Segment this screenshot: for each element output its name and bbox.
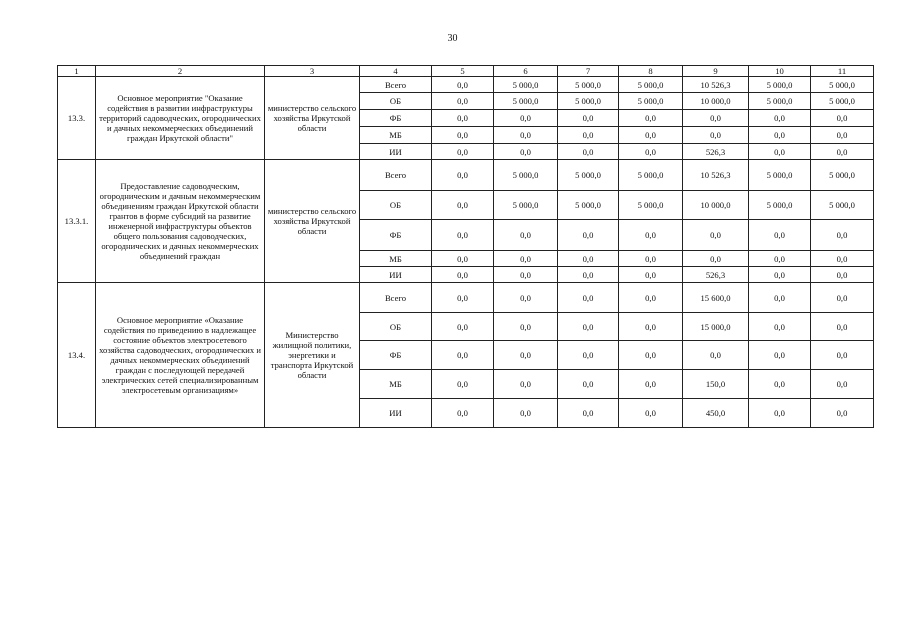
amount-cell: 0,0 (619, 313, 683, 341)
amount-cell: 0,0 (432, 93, 494, 110)
executor-name: министерство сельского хозяйства Иркутской области (265, 160, 360, 283)
amount-cell: 0,0 (683, 220, 749, 251)
amount-cell: 0,0 (494, 220, 558, 251)
amount-cell: 0,0 (494, 110, 558, 127)
amount-cell: 0,0 (558, 313, 619, 341)
amount-cell: 0,0 (619, 127, 683, 144)
amount-cell: 0,0 (749, 267, 811, 283)
amount-cell: 0,0 (811, 283, 874, 313)
funding-source: МБ (360, 251, 432, 267)
funding-source: ОБ (360, 313, 432, 341)
amount-cell: 526,3 (683, 144, 749, 160)
amount-cell: 0,0 (619, 267, 683, 283)
amount-cell: 5 000,0 (619, 160, 683, 191)
amount-cell: 5 000,0 (749, 191, 811, 220)
amount-cell: 0,0 (432, 191, 494, 220)
amount-cell: 0,0 (749, 127, 811, 144)
col-header: 11 (811, 66, 874, 77)
page-number: 30 (447, 33, 458, 44)
amount-cell: 15 000,0 (683, 313, 749, 341)
amount-cell: 5 000,0 (619, 77, 683, 93)
amount-cell: 0,0 (811, 313, 874, 341)
amount-cell: 5 000,0 (811, 77, 874, 93)
amount-cell: 0,0 (432, 127, 494, 144)
amount-cell: 0,0 (432, 283, 494, 313)
col-header: 7 (558, 66, 619, 77)
amount-cell: 0,0 (619, 144, 683, 160)
funding-source: Всего (360, 283, 432, 313)
amount-cell: 0,0 (811, 127, 874, 144)
amount-cell: 0,0 (683, 127, 749, 144)
amount-cell: 0,0 (811, 341, 874, 370)
amount-cell: 0,0 (619, 370, 683, 399)
amount-cell: 0,0 (749, 110, 811, 127)
amount-cell: 0,0 (432, 77, 494, 93)
amount-cell: 0,0 (619, 283, 683, 313)
item-name: Предоставление садоводческим, огородническим и дачным некоммерческим объединениям граждан Иркутской области грантов в форме субсидий на развитие инженерной инфраструктуры объектов общего пользования садоводческих, огороднических и дачных некоммерческих объединений граждан (96, 160, 265, 283)
item-number: 13.3.1. (58, 160, 96, 283)
amount-cell: 5 000,0 (558, 160, 619, 191)
amount-cell: 5 000,0 (619, 93, 683, 110)
amount-cell: 5 000,0 (811, 191, 874, 220)
amount-cell: 5 000,0 (494, 191, 558, 220)
amount-cell: 5 000,0 (619, 191, 683, 220)
amount-cell: 5 000,0 (494, 160, 558, 191)
amount-cell: 0,0 (811, 399, 874, 428)
amount-cell: 0,0 (558, 220, 619, 251)
amount-cell: 0,0 (749, 370, 811, 399)
amount-cell: 10 000,0 (683, 93, 749, 110)
funding-source: Всего (360, 77, 432, 93)
col-header: 1 (58, 66, 96, 77)
col-header: 6 (494, 66, 558, 77)
amount-cell: 0,0 (683, 251, 749, 267)
col-header: 9 (683, 66, 749, 77)
amount-cell: 0,0 (619, 251, 683, 267)
col-header: 10 (749, 66, 811, 77)
amount-cell: 5 000,0 (558, 191, 619, 220)
funding-source: ОБ (360, 191, 432, 220)
amount-cell: 0,0 (749, 341, 811, 370)
col-header: 3 (265, 66, 360, 77)
amount-cell: 0,0 (558, 283, 619, 313)
funding-source: МБ (360, 127, 432, 144)
amount-cell: 0,0 (494, 251, 558, 267)
amount-cell: 0,0 (432, 251, 494, 267)
col-header: 4 (360, 66, 432, 77)
table-row (58, 77, 874, 93)
funding-source: МБ (360, 370, 432, 399)
amount-cell: 5 000,0 (494, 77, 558, 93)
amount-cell: 0,0 (558, 127, 619, 144)
executor-name: Министерство жилищной политики, энергетики и транспорта Иркутской области (265, 283, 360, 428)
item-name: Основное мероприятие «Оказание содействия по приведению в надлежащее состояние объектов электросетевого хозяйства садоводческих, огороднических и дачных некоммерческих объединений граждан с последующей передачей электрических сетей специализированным электросетевым организациям» (96, 283, 265, 428)
amount-cell: 0,0 (811, 251, 874, 267)
item-number: 13.3. (58, 77, 96, 160)
amount-cell: 0,0 (749, 220, 811, 251)
amount-cell: 0,0 (811, 220, 874, 251)
amount-cell: 10 000,0 (683, 191, 749, 220)
amount-cell: 0,0 (749, 283, 811, 313)
amount-cell: 5 000,0 (811, 93, 874, 110)
amount-cell: 15 600,0 (683, 283, 749, 313)
amount-cell: 0,0 (494, 144, 558, 160)
amount-cell: 0,0 (619, 110, 683, 127)
funding-source: ИИ (360, 399, 432, 428)
amount-cell: 0,0 (432, 341, 494, 370)
amount-cell: 0,0 (494, 370, 558, 399)
funding-source: ИИ (360, 267, 432, 283)
amount-cell: 5 000,0 (749, 77, 811, 93)
amount-cell: 526,3 (683, 267, 749, 283)
col-header: 2 (96, 66, 265, 77)
executor-name: министерство сельского хозяйства Иркутской области (265, 77, 360, 160)
amount-cell: 0,0 (558, 267, 619, 283)
funding-source: Всего (360, 160, 432, 191)
amount-cell: 0,0 (432, 144, 494, 160)
amount-cell: 5 000,0 (811, 160, 874, 191)
amount-cell: 0,0 (558, 399, 619, 428)
amount-cell: 0,0 (683, 341, 749, 370)
amount-cell: 0,0 (494, 267, 558, 283)
amount-cell: 0,0 (432, 220, 494, 251)
amount-cell: 150,0 (683, 370, 749, 399)
item-name: Основное мероприятие "Оказание содействия в развитии инфраструктуры территорий садоводческих, огороднических и дачных некоммерческих объединений граждан Иркутской области" (96, 77, 265, 160)
amount-cell: 10 526,3 (683, 160, 749, 191)
amount-cell: 0,0 (558, 341, 619, 370)
amount-cell: 0,0 (811, 267, 874, 283)
amount-cell: 0,0 (432, 370, 494, 399)
amount-cell: 0,0 (494, 399, 558, 428)
amount-cell: 0,0 (749, 251, 811, 267)
amount-cell: 0,0 (811, 110, 874, 127)
amount-cell: 5 000,0 (749, 160, 811, 191)
amount-cell: 0,0 (811, 144, 874, 160)
table-row (58, 283, 874, 313)
amount-cell: 0,0 (558, 370, 619, 399)
amount-cell: 0,0 (749, 313, 811, 341)
header-row (58, 66, 874, 77)
table-row (58, 160, 874, 191)
amount-cell: 0,0 (749, 144, 811, 160)
col-header: 8 (619, 66, 683, 77)
item-number: 13.4. (58, 283, 96, 428)
financing-table (57, 65, 874, 428)
funding-source: ОБ (360, 93, 432, 110)
amount-cell: 0,0 (494, 283, 558, 313)
amount-cell: 5 000,0 (558, 93, 619, 110)
amount-cell: 0,0 (619, 220, 683, 251)
amount-cell: 0,0 (619, 399, 683, 428)
amount-cell: 0,0 (811, 370, 874, 399)
funding-source: ФБ (360, 341, 432, 370)
amount-cell: 10 526,3 (683, 77, 749, 93)
amount-cell: 0,0 (558, 144, 619, 160)
amount-cell: 0,0 (432, 267, 494, 283)
amount-cell: 0,0 (494, 127, 558, 144)
amount-cell: 0,0 (619, 341, 683, 370)
amount-cell: 0,0 (494, 341, 558, 370)
amount-cell: 0,0 (749, 399, 811, 428)
amount-cell: 0,0 (432, 313, 494, 341)
amount-cell: 5 000,0 (749, 93, 811, 110)
funding-source: ФБ (360, 110, 432, 127)
col-header: 5 (432, 66, 494, 77)
amount-cell: 0,0 (558, 110, 619, 127)
amount-cell: 0,0 (494, 313, 558, 341)
amount-cell: 5 000,0 (494, 93, 558, 110)
amount-cell: 0,0 (432, 399, 494, 428)
amount-cell: 0,0 (432, 160, 494, 191)
amount-cell: 0,0 (558, 251, 619, 267)
amount-cell: 450,0 (683, 399, 749, 428)
funding-source: ИИ (360, 144, 432, 160)
amount-cell: 0,0 (683, 110, 749, 127)
amount-cell: 0,0 (432, 110, 494, 127)
funding-source: ФБ (360, 220, 432, 251)
amount-cell: 5 000,0 (558, 77, 619, 93)
